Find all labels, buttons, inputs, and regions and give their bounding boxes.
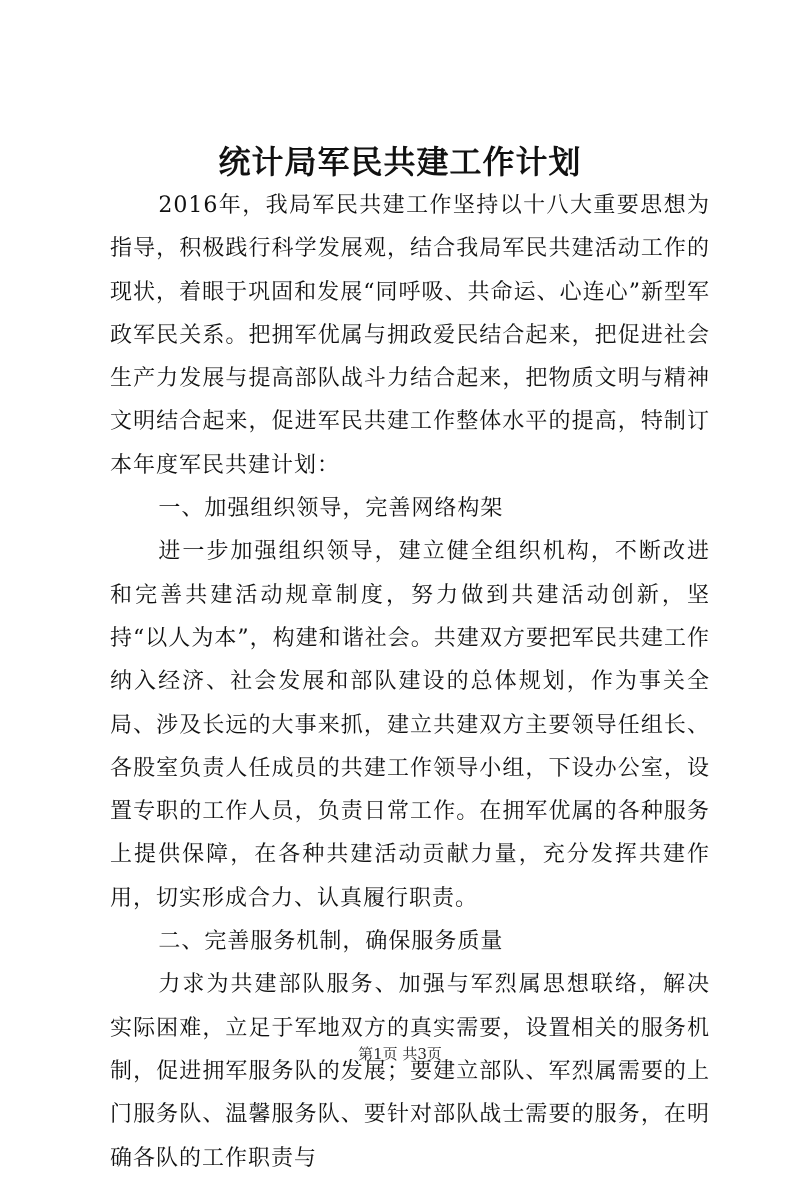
section-heading-1: 一、加强组织领导，完善网络构架	[158, 496, 504, 522]
document-body	[110, 184, 710, 1180]
section-heading-2: 二、完善服务机制，确保服务质量	[158, 929, 504, 955]
page-footer: 第1页 共3页	[358, 1045, 442, 1063]
paragraph-intro: 2016年，我局军民共建工作坚持以十八大重要思想为指导，积极践行科学发展观，结合我局军民共建活动工作的现状，着眼于巩固和发展“同呼吸、共命运、心连心”新型军政军民关系。把拥军优属与拥政爱民结合起来，把促进社会生产力发展与提高部队战斗力结合起来，把物质文明与精神文明结合起来，促进军民共建工作整体水平的提高，特制订本年度军民共建计划：	[110, 193, 710, 478]
paragraph-section-1: 进一步加强组织领导，建立健全组织机构，不断改进和完善共建活动规章制度，努力做到共建活动创新，坚持“以人为本”，构建和谐社会。共建双方要把军民共建工作纳入经济、社会发展和部队建设的总体规划，作为事关全局、涉及长远的大事来抓，建立共建双方主要领导任组长、各股室负责人任成员的共建工作领导小组，下设办公室，设置专职的工作人员，负责日常工作。在拥军优属的各种服务上提供保障，在各种共建活动贡献力量，充分发挥共建作用，切实形成合力、认真履行职责。	[110, 539, 710, 911]
paragraph-section-2: 力求为共建部队服务、加强与军烈属思想联络，解决实际困难，立足于军地双方的真实需要，设置相关的服务机制，促进拥军服务队的发展；要建立部队、军烈属需要的上门服务队、温馨服务队、要针对部队战士需要的服务，在明确各队的工作职责与	[110, 972, 710, 1171]
document-title: 统计局军民共建工作计划	[218, 143, 582, 181]
